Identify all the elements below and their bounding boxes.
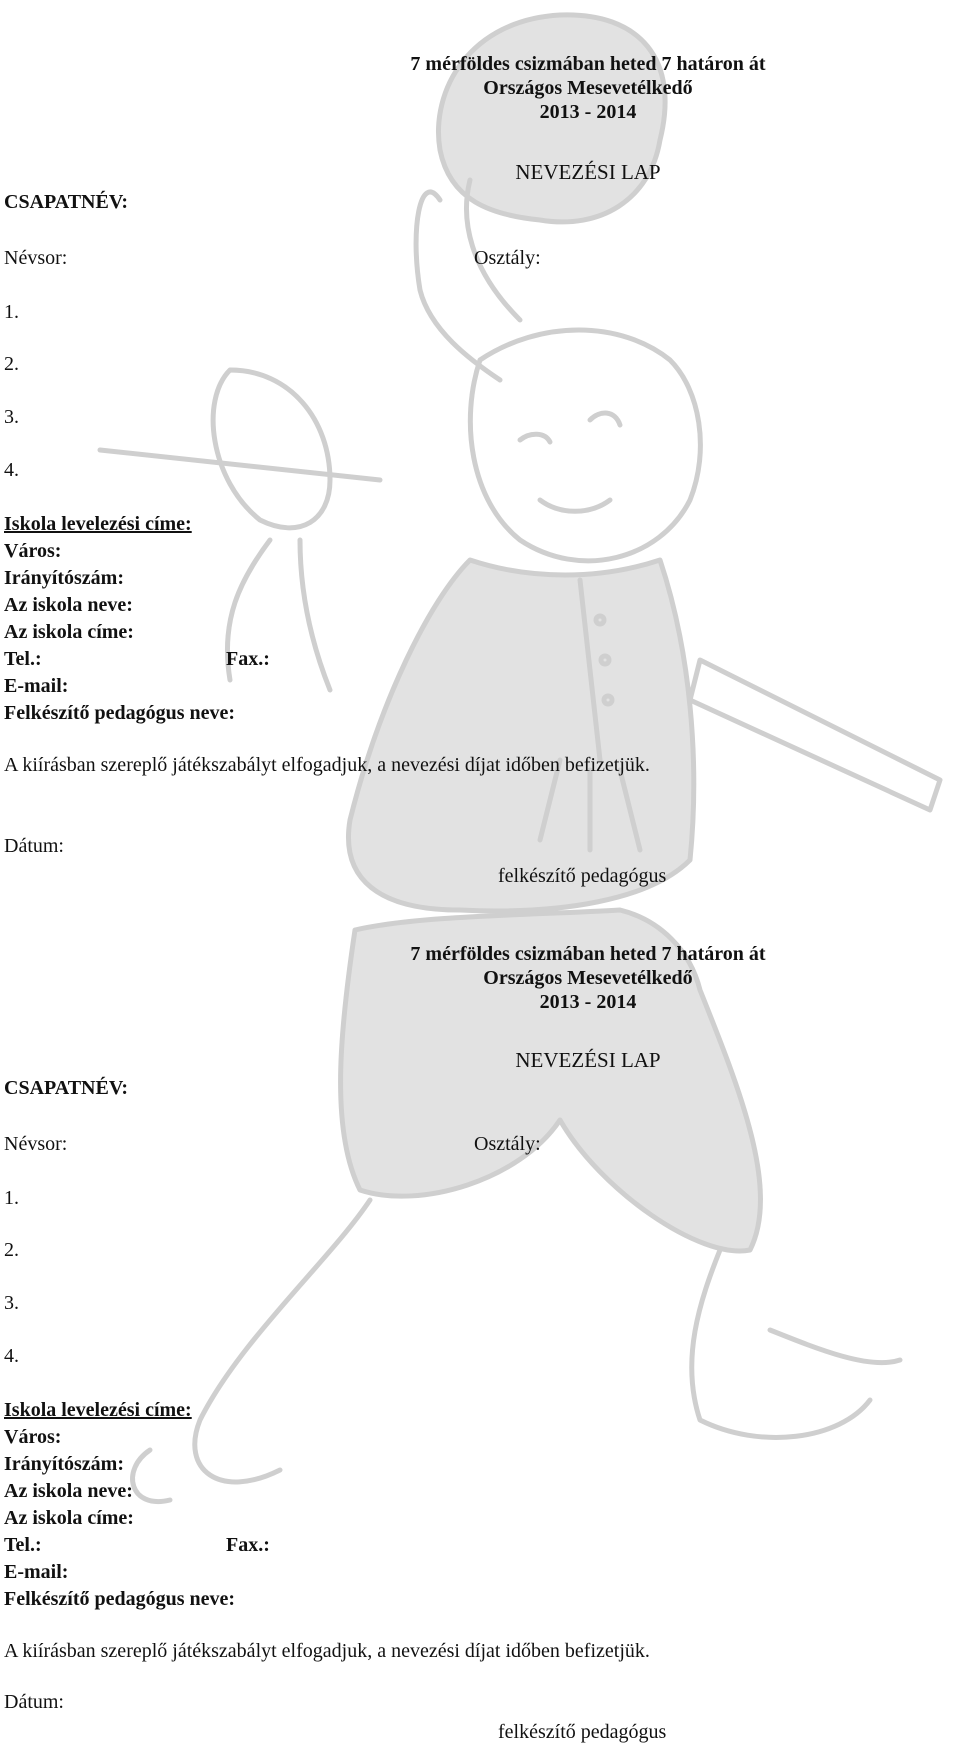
signature-label: felkészítő pedagógus (498, 865, 667, 887)
roster-number-1: 1. (4, 1187, 19, 1209)
competition-subtitle: Országos Mesevetélkedő (483, 77, 693, 99)
acceptance-statement: A kiírásban szereplő játékszabályt elfogadjuk, a nevezési díjat időben befizetjük. (4, 754, 650, 776)
acceptance-statement: A kiírásban szereplő játékszabályt elfogadjuk, a nevezési díjat időben befizetjük. (4, 1640, 650, 1662)
date-label: Dátum: (4, 1691, 64, 1713)
form-title: NEVEZÉSI LAP (515, 1048, 661, 1072)
tel-label: Tel.: (4, 1534, 42, 1556)
roster-label: Névsor: (4, 1133, 68, 1155)
school-address-label: Az iskola címe: (4, 621, 134, 643)
email-label: E-mail: (4, 1561, 69, 1583)
address-heading: Iskola levelezési címe: (4, 1399, 192, 1421)
email-label: E-mail: (4, 675, 69, 697)
school-address-label: Az iskola címe: (4, 1507, 134, 1529)
competition-year: 2013 - 2014 (539, 991, 637, 1013)
teacher-name-label: Felkészítő pedagógus neve: (4, 702, 236, 724)
roster-number-4: 4. (4, 459, 19, 481)
roster-number-1: 1. (4, 301, 19, 323)
tel-label: Tel.: (4, 648, 42, 670)
competition-year: 2013 - 2014 (539, 101, 637, 123)
school-name-label: Az iskola neve: (4, 1480, 133, 1502)
zip-label: Irányítószám: (4, 1453, 124, 1475)
class-label: Osztály: (474, 1133, 541, 1155)
competition-title: 7 mérföldes csizmában heted 7 határon át (410, 53, 766, 75)
roster-number-2: 2. (4, 1239, 19, 1261)
roster-label: Névsor: (4, 247, 68, 269)
fax-label: Fax.: (226, 648, 270, 670)
roster-number-3: 3. (4, 1292, 19, 1314)
form-title: NEVEZÉSI LAP (515, 160, 661, 184)
roster-number-3: 3. (4, 406, 19, 428)
fax-label: Fax.: (226, 1534, 270, 1556)
team-name-label: CSAPATNÉV: (4, 1077, 129, 1099)
signature-label: felkészítő pedagógus (498, 1721, 667, 1743)
competition-subtitle: Országos Mesevetélkedő (483, 967, 693, 989)
competition-title: 7 mérföldes csizmában heted 7 határon át (410, 943, 766, 965)
city-label: Város: (4, 1426, 62, 1448)
teacher-name-label: Felkészítő pedagógus neve: (4, 1588, 236, 1610)
school-name-label: Az iskola neve: (4, 594, 133, 616)
date-label: Dátum: (4, 835, 64, 857)
zip-label: Irányítószám: (4, 567, 124, 589)
entry-form-2 (0, 884, 960, 1758)
roster-number-4: 4. (4, 1345, 19, 1367)
class-label: Osztály: (474, 247, 541, 269)
roster-number-2: 2. (4, 353, 19, 375)
team-name-label: CSAPATNÉV: (4, 191, 129, 213)
address-heading: Iskola levelezési címe: (4, 513, 192, 535)
city-label: Város: (4, 540, 62, 562)
